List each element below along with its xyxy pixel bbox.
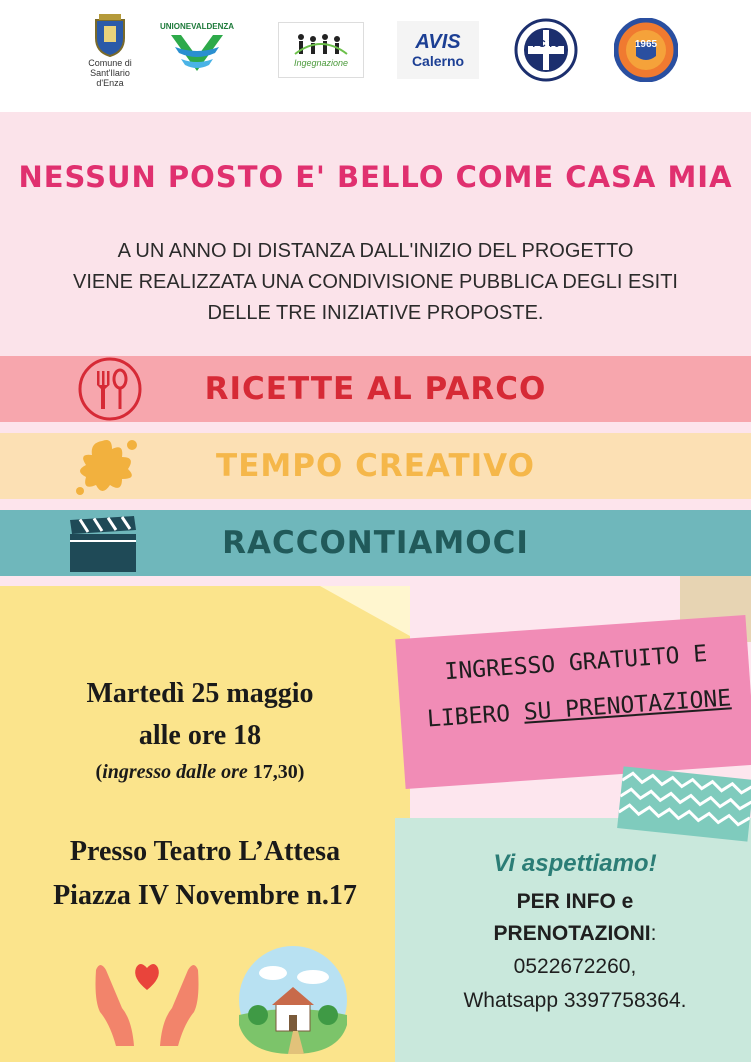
event-entry-time: (ingresso dalle ore 17,30) bbox=[95, 761, 305, 783]
fc70-logo-text: FC 70 bbox=[532, 39, 560, 50]
initiative-band-ricette bbox=[0, 356, 751, 422]
progetto-logo-text: Ingegnazione bbox=[293, 58, 349, 68]
initiative-band-raccontiamoci bbox=[0, 510, 751, 576]
initiative-label-tempo: TEMPO CREATIVO bbox=[216, 448, 535, 484]
event-details bbox=[0, 673, 400, 787]
admission-line-1: INGRESSO GRATUITO E bbox=[443, 640, 709, 686]
initiative-label-raccontiamoci: RACCONTIAMOCI bbox=[222, 525, 529, 561]
hands-heart-icon bbox=[92, 950, 202, 1046]
intro-line-3: DELLE TRE INIZIATIVE PROPOSTE. bbox=[207, 302, 544, 324]
venue-line-2: Piazza IV Novembre n.17 bbox=[53, 880, 357, 911]
avis-logo-text: AVIS bbox=[415, 31, 461, 53]
comune-logo bbox=[80, 12, 140, 88]
initiative-band-tempo bbox=[0, 433, 751, 499]
venue-line-1: Presso Teatro L’Attesa bbox=[69, 836, 341, 867]
event-time: alle ore 18 bbox=[138, 720, 262, 751]
intro-text bbox=[0, 236, 751, 329]
welcome-text: Vi aspettiamo! bbox=[493, 850, 657, 877]
comune-caption-1: Comune di bbox=[88, 58, 132, 68]
contact-info bbox=[405, 842, 745, 1018]
event-date: Martedì 25 maggio bbox=[86, 678, 314, 709]
sporting-club-logo bbox=[612, 12, 680, 88]
whatsapp-number: Whatsapp 3397758364. bbox=[463, 989, 687, 1012]
unione-logo-text: UNIONEVALDENZA bbox=[159, 21, 235, 31]
fc70-logo bbox=[513, 12, 579, 88]
intro-line-1: A UN ANNO DI DISTANZA DALL'INIZIO DEL PROGETTO bbox=[117, 240, 634, 262]
sporting-club-badge-icon bbox=[614, 18, 678, 82]
note-curl bbox=[320, 586, 410, 636]
valley-v-icon bbox=[169, 31, 225, 79]
page-title: NESSUN POSTO E' BELLO COME CASA MIA bbox=[18, 160, 733, 194]
phone-number: 0522672260, bbox=[513, 955, 637, 978]
yellow-sticky-note bbox=[0, 586, 410, 1062]
logo-bar bbox=[0, 0, 751, 112]
unione-val-enza-logo bbox=[159, 12, 235, 88]
people-family-icon bbox=[291, 32, 351, 58]
coat-of-arms-icon bbox=[93, 12, 127, 58]
admission-line-2: LIBERO SU PRENOTAZIONE bbox=[426, 685, 732, 733]
avis-logo bbox=[396, 12, 480, 88]
intro-line-2: VIENE REALIZZATA UNA CONDIVISIONE PUBBLICA DEGLI ESITI bbox=[73, 271, 678, 293]
event-venue bbox=[0, 830, 410, 918]
initiative-label-ricette: RICETTE AL PARCO bbox=[204, 371, 547, 407]
info-line-1: PER INFO e bbox=[516, 890, 634, 913]
avis-location-text: Calerno bbox=[411, 53, 465, 69]
progetto-logo bbox=[278, 12, 364, 88]
house-landscape-icon bbox=[238, 945, 348, 1055]
sporting-club-logo-text: 1965 bbox=[634, 39, 658, 50]
info-line-2: PRENOTAZIONI: bbox=[493, 922, 657, 945]
football-club-badge-icon bbox=[514, 18, 578, 82]
comune-caption-2: Sant'Ilario d'Enza bbox=[90, 68, 130, 88]
